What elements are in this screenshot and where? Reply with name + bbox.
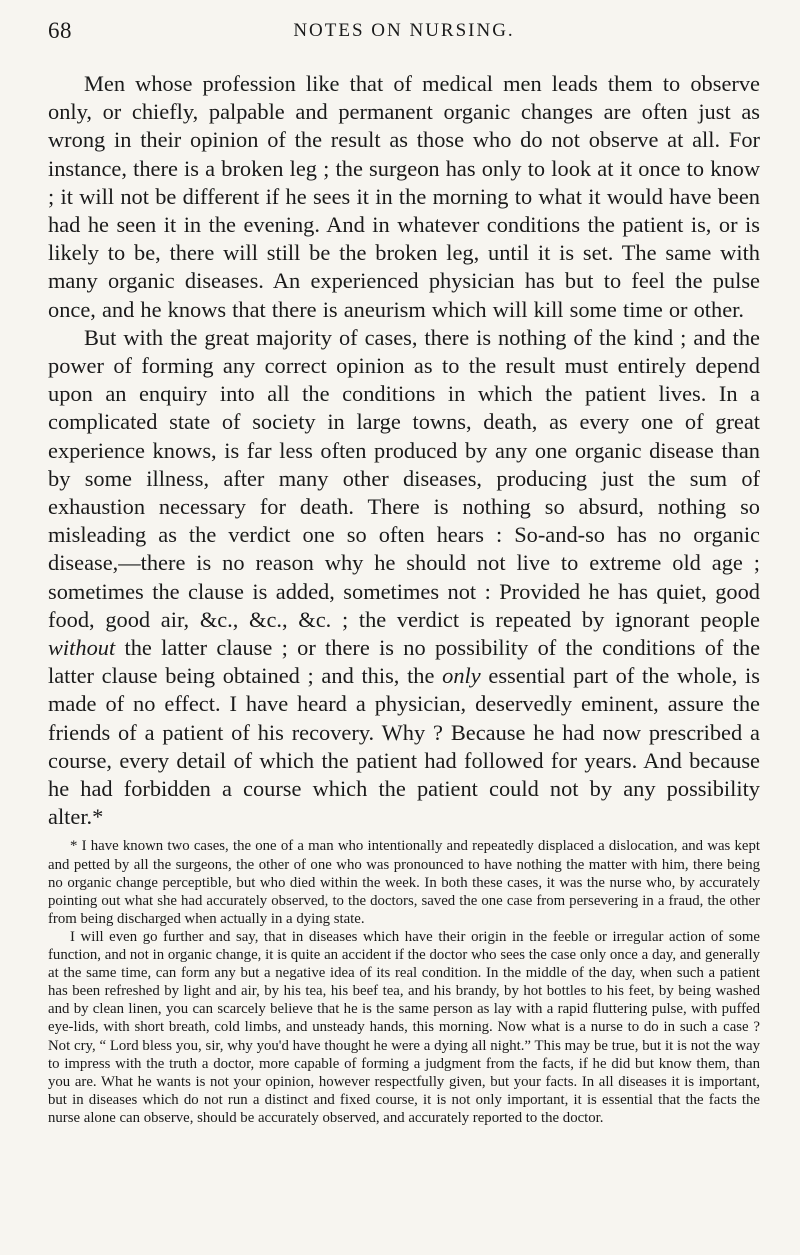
body-paragraph-1: Men whose profession like that of medical men leads them to observe only, or chiefly, palpable and permanent organic changes are often just as wrong in their opinion of the result as those who do not observe at all. For instance, there is a broken leg ; the surgeon has only to look at it once to know ; it will not be different if he sees it in the morning to what it would have been had he seen it in the evening. And in whatever conditions the patient is, or is likely to be, there will still be the broken leg, until it is set. The same with many organic diseases. An experienced physician has but to feel the pulse once, and he knows that there is aneurism which will kill some time or other. xyxy=(48,71,760,322)
paragraph-2-text-a: But with the great majority of cases, there is nothing of the kind ; and the power of forming any correct opinion as to the result must entirely depend upon an enquiry into all the conditions in which the patient lives. In a complicated state of society in large towns, death, as every one of great experience knows, is far less often produced by any one organic disease than by some illness, after many other diseases, producing just the sum of exhaustion necessary for death. There is nothing so absurd, nothing so misleading as the verdict one so often hears : So-and-so has no organic disease,—there is no reason why he should not live to extreme old age ; sometimes the clause is added, sometimes not : Provided he has quiet, good food, good air, &c., &c., &c. ; the verdict is repeated by ignorant people xyxy=(48,324,760,632)
page-header xyxy=(48,18,760,48)
running-title: NOTES ON NURSING. xyxy=(293,20,515,41)
footnote xyxy=(48,837,760,1127)
footnote-paragraph-1: * I have known two cases, the one of a man who intentionally and repeatedly displaced a dislocation, and was kept and petted by all the surgeons, the other of one who was pronounced to have nothing the matter with him, there being no organic change perceptible, but who died within the week. In both these cases, it was the nurse who, by accurately pointing out what she had accurately observed, to the doctors, saved the one case from persevering in a fraud, the other from being discharged when actually in a dying state. xyxy=(48,838,760,927)
paragraph-2-text-b: the latter clause ; or there is no possibility of the conditions of the latter clause being obtained ; and this, the xyxy=(48,635,761,689)
page-number: 68 xyxy=(48,18,72,43)
body-paragraph-2 xyxy=(48,324,760,832)
paragraph-2-text-c: essential part of the whole, is made of no effect. I have heard a physician, deservedly eminent, assure the friends of a patient of his recovery. Why ? Because he had now prescribed a course, every detail of which the patient had followed for years. And because he had forbidden a course which the patient could not by any possibility alter.* xyxy=(48,663,760,830)
footnote-paragraph-2: I will even go further and say, that in diseases which have their origin in the feeble or irregular action of some function, and not in organic change, it is quite an accident if the doctor who sees the case only once a day, and generally at the same time, can form any but a negative idea of its real condition. In the middle of the day, when such a patient has been refreshed by light and air, by his tea, his beef tea, and his brandy, by hot bottles to his feet, by being washed and by clean linen, you can scarcely believe that he is the same person as lay with a rapid fluttering pulse, with puffed eye-lids, with short breath, cold limbs, and unsteady hands, this morning. Now what is a nurse to do in such a case ? Not cry, “ Lord bless you, sir, why you'd have thought he were a dying all night.” This may be true, but it is not the way to impress with the truth a doctor, more capable of forming a judgment from the facts, if he did but know them, than you are. What he wants is not your opinion, however respectfully given, but your facts. In all diseases it is important, but in diseases which do not run a distinct and fixed course, it is not only important, it is essential that the facts the nurse alone can observe, should be accurately observed, and accurately reported to the doctor. xyxy=(48,928,760,1126)
emphasis-without: without xyxy=(48,635,116,661)
body-text xyxy=(48,70,760,1127)
emphasis-only: only xyxy=(442,663,481,689)
